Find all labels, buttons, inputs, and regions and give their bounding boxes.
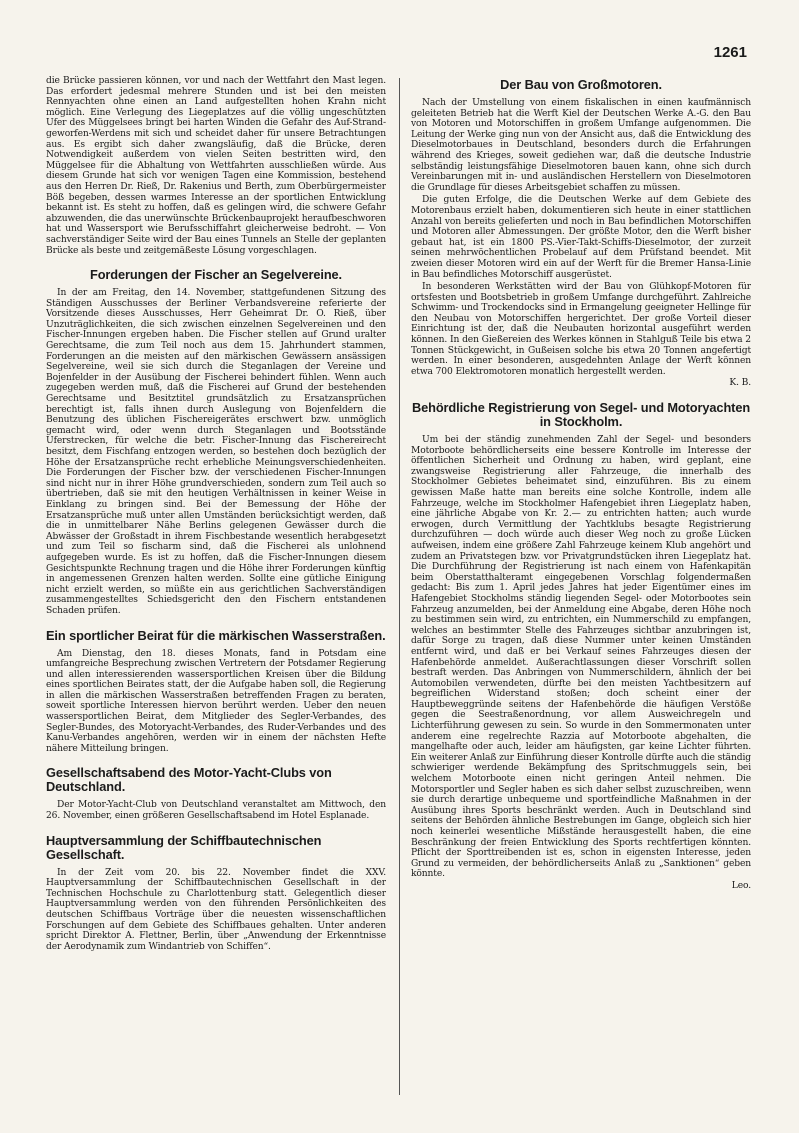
article-stockholm [411, 401, 751, 892]
article-heading: Ein sportlicher Beirat für die märkischen Wasserstraßen. [46, 627, 386, 643]
article-heading: Forderungen der Fischer an Segelvereine. [89, 267, 343, 283]
article-bridge-continuation [46, 76, 386, 256]
article-paragraph: die Brücke passieren können, vor und nach der Wettfahrt den Mast legen. Das erfordert jedesmal mehrere Stunden und ist bei den meisten Rennyachten ohne einen an Land aufgestellten hohen Krahn nicht möglich. Eine Verlegung des Liegeplatzes auf die völlig ungeschützten Ufer des Müggelsees bringt bei harten Winden die Gefahr des Auf-Strand-geworfen-Werdens mit sich und scheidet daher für unsere Betrachtungen aus. Es ergibt sich daher zwangsläufig, daß die Brücke, deren Notwendigkeit außerdem von vielen Seiten bestritten wird, den Müggelsee für die Abhaltung von Wettfahrten ausschließen würde. Aus diesem Grunde hat sich vor wenigen Tagen eine Kommission, bestehend aus den Herren Dr. Rieß, Dr. Rakenius und Berth, zum Oberbürgermeister Böß begeben, dessen warmes Interesse an der sportlichen Entwicklung bekannt ist. Es steht zu hoffen, daß es gelingen wird, die schwere Gefahr abzuwenden, die das unerwünschte Brückenbauprojekt heraufbeschworen hat und Wassersport wie Berufsschiffahrt gleicherweise bedroht. — Von sachverständiger Seite wird der Bau eines Tunnels an Stelle der geplanten Brücke als beste und zeitgemäßeste Lösung vorgeschlagen. [46, 76, 386, 256]
article-paragraph: Um bei der ständig zunehmenden Zahl der Segel- und besonders Motorboote behördlicherseits eine bessere Kontrolle im Interesse der öffentlichen Sicherheit und Ordnung zu haben, wird geplant, eine zwangsweise Registrierung aller Fahrzeuge, die innerhalb des Stockholmer Gebietes beheimatet sind, einzuführen. Bis zu einem gewissen Maße hatte man bereits eine solche Kontrolle, indem alle Fahrzeuge, welche im Stockholmer Hafengebiet ihren Liegeplatz haben, eine jährliche Abgabe von Kr. 2.— zu entrichten hatten; auch wurde erwogen, durch Vermittlung der Yachtklubs besagte Registrierung durchzuführen — doch würde auch dieser Weg noch zu große Lücken aufweisen, indem eine größere Zahl Fahrzeuge keinem Klub angehört und zudem an Privatstegen bzw. vor Privatgrundstücken ihren Liegeplatz hat. Die Durchführung der Registrierung ist nach einem von Hafenkapitän beim Oberstatthalteramt eingegebenen Vorschlag folgendermaßen gedacht: Bis zum 1. April jedes Jahres hat jeder Eigentümer eines im Hafengebiet Stockholms ständig liegenden Segel- oder Motorbootes sein Fahrzeug anzumelden, bei der Anmeldung eine Abgabe, deren Höhe noch zu bestimmen sein wird, zu entrichten, ein Nummerschild zu empfangen, welches an bestimmter Stelle des Fahrzeuges sichtbar anzubringen ist, dafür Sorge zu tragen, daß diese Nummer unter keinen Umständen entfernt wird, und daß er bei Verkauf seines Fahrzeuges diesen der Hafenbehörde anmeldet. Außerachtlassungen dieser Vorschrift sollen bestraft werden. Das Anbringen von Nummerschildern, ähnlich der bei Automobilen verwendeten, dürfte bei den meisten Yachtbesitzern auf begreiflichen Widerstand stoßen; doch scheint einer der Hauptbeweggründe seitens der Hafenbehörde die häufigen Verstöße gegen die Seestraßenordnung, vor allem Ausweichregeln und Lichterführung gewesen zu sein. So wurde in den Sommermonaten unter anderem eine regelrechte Razzia auf Motorboote abgehalten, die mangelhafte oder auch, leider am häufigsten, gar keine Lichter führten. Ein weiterer Anlaß zur Einführung dieser Kontrolle dürfte auch die ständig schwieriger werdende Bekämpfung des Spritschmuggels sein, bei welchem Motorboote einen nicht geringen Anteil nehmen. Die Motorsportler und Segler haben es sich daher selbst zuzuschreiben, wenn sie durch derartige unbequeme und sportfeindliche Maßnahmen in der Ausübung ihres Sports beschränkt werden. Auch in Deutschland sind seitens der Behörden ähnliche Bestrebungen im Gange, obgleich sich hier noch keinerlei wesentliche Mißstände herausgestellt haben, die eine Beschränkung der freien Entwicklung des Sports rechtfertigen könnten. Pflicht der Sporttreibenden ist es, schon in eigensten Interesse, jeden Grund zu vermeiden, der behördlicherseits Anlaß zu „Sanktionen“ geben könnte. [411, 435, 751, 880]
page-number: 1261 [713, 44, 747, 61]
article-paragraph: Am Dienstag, den 18. dieses Monats, fand in Potsdam eine umfangreiche Besprechung zwischen Vertretern der Potsdamer Regierung und allen interessierenden wassersportlichen Kreisen über die Bildung eines sportlichen Beirates statt, der die Aufgabe haben soll, die Regierung in allen die märkischen Wasserstraßen betreffenden Fragen zu beraten, soweit sportliche Interessen hiervon berührt werden. Ueber den neuen wassersportlichen Beirat, dem Mitglieder des Segler-Verbandes, des Segler-Bundes, des Motoryacht-Verbandes, des Ruder-Verbandes und des Kanu-Verbandes angehören, werden wir in einem der nächsten Hefte nähere Mitteilung bringen. [46, 648, 386, 754]
article-paragraph: Der Motor-Yacht-Club von Deutschland veranstaltet am Mittwoch, den 26. November, einen größeren Gesellschaftsabend im Hotel Esplanade. [46, 800, 386, 822]
article-paragraph: Die guten Erfolge, die die Deutschen Werke auf dem Gebiete des Motorenbaus erzielt haben, dokumentieren sich heute in einer stattlichen Anzahl von bereits gelieferten und noch in Bau befindlichen Motorschiffen und Motoren aller Abmessungen. Der größte Motor, den die Werft bisher gebaut hat, ist ein 1800 PS.-Vier-Takt-Schiffs-Dieselmotor, der zurzeit seinen mehrwöchentlichen Probelauf auf dem Prüfstand beendet. Mit zweien dieser Motoren wird ein auf der Werft für die Bremer Hansa-Linie in Bau befindliches Motorschiff ausgerüstet. [411, 195, 751, 280]
left-column [46, 76, 386, 1103]
article-fischer [46, 268, 386, 616]
article-paragraph: In besonderen Werkstätten wird der Bau von Glühkopf-Motoren für ortsfesten und Bootsbetrieb in großem Umfange durchgeführt. Zahlreiche Schwimm- und Trockendocks sind in Ermangelung geeigneter Hellinge für den Neubau von Motorschiffen hergerichtet. Der große Vorteil dieser Einrichtung ist der, daß die Neubauten horizontal ausgeführt werden können. In den Gießereien des Werkes können in Stahlguß Teile bis etwa 2 Tonnen Stückgewicht, in Gußeisen solche bis etwa 20 Tonnen angefertigt werden. In einer besonderen, ausgedehnten Anlage der Werft können etwa 700 Elektromotoren monatlich hergestellt werden. [411, 282, 751, 377]
article-heading: Der Bau von Großmotoren. [500, 77, 662, 92]
author-signature: Leo. [731, 880, 751, 891]
article-paragraph: In der am Freitag, den 14. November, stattgefundenen Sitzung des Ständigen Ausschusses der Berliner Verbandsvereine referierte der Vorsitzende dieses Ausschusses, Herr Geheimrat Dr. O. Rieß, über Unzuträglichkeiten, die sich zwischen einzelnen Segelvereinen und den Fischer-Innungen ergeben haben. Die Fischer stellen auf Grund uralter Gerechtsame, die zum Teil noch aus dem 15. Jahrhundert stammen, Forderungen an die meisten auf den märkischen Gewässern ansässigen Segelvereine, weil sie sich durch die Steganlagen der Vereine und Bojenfelder in der Ausübung der Fischerei behindert fühlen. Wenn auch zugegeben werden muß, daß die Fischerei auf Grund der bestehenden Gerechtsame und Besitztitel grundsätzlich zu Ersatzansprüchen berechtigt ist, falls ihnen durch Auslegung von Bojenfeldern die Benutzung des üblichen Fischereigerätes erschwert bzw. unmöglich gemacht wird, oder wenn durch Steganlagen und Bootsstände Uferstrecken, für welche die betr. Fischer-Innung das Fischereirecht besitzt, dem Fischfang entzogen werden, so bestehen doch bezüglich der Höhe der Ersatzansprüche recht erhebliche Meinungsverschiedenheiten. Die Forderungen der Fischer bzw. der verschiedenen Fischer-Innungen sind nicht nur in ihrer Höhe grundverschieden, sondern zum Teil auch so übertrieben, daß sie mit den heutigen Verhältnissen in keiner Weise in Einklang zu bringen sind. Bei der Bemessung der Höhe der Ersatzansprüche muß unter allen Umständen berücksichtigt werden, daß die in unmittelbarer Nähe Berlins gelegenen Gewässer durch die Abwässer der Großstadt in ihrem Fischbestande wesentlich herabgesetzt und zum Teil so fischarm sind, daß die Fischerei als unlohnend aufgegeben wurde. Es ist zu hoffen, daß die Fischer-Innungen diesem Gesichtspunkte Rechnung tragen und die Höhe ihrer Forderungen künftig in angemessenen Grenzen halten werden. Sollte eine gütliche Einigung nicht erzielt werden, so müßte ein aus gerichtlichen Sachverständigen zusammengestelltes Schiedsgericht den den Fischern entstandenen Schaden prüfen. [46, 288, 386, 616]
article-gesellschaftsabend [46, 766, 386, 821]
article-beirat [46, 629, 386, 755]
article-hauptversammlung [46, 834, 386, 953]
right-column [411, 76, 751, 1103]
article-heading: Gesellschaftsabend des Motor-Yacht-Clubs von Deutschland. [46, 765, 332, 795]
column-divider [399, 78, 400, 1095]
article-paragraph: In der Zeit vom 20. bis 22. November findet die XXV. Hauptversammlung der Schiffbautechnischen Gesellschaft in der Technischen Hochschule zu Charlottenburg statt. Gelegentlich dieser Hauptversammlung werden von den führenden Persönlichkeiten des deutschen Schiffbaus Vorträge über die neuesten wissenschaftlichen Forschungen auf dem Gebiete des Schiffbaues gehalten. Unter anderen spricht Direktor A. Flettner, Berlin, über „Anwendung der Erkenntnisse der Aerodynamik zum Windantrieb von Schiffen“. [46, 867, 386, 952]
article-paragraph: Nach der Umstellung von einem fiskalischen in einen kaufmännisch geleiteten Betrieb hat die Werft Kiel der Deutschen Werke A.-G. den Bau von Motoren und Motorschiffen in großem Umfange aufgenommen. Die Leitung der Werke ging nun von der Ansicht aus, daß die Entwicklung des Dieselmotorbaues in Deutschland, besonders durch die Erfahrungen während des Krieges, soweit gediehen war, daß die deutsche Industrie selbständig leistungsfähige Dieselmotoren bauen kann, ohne sich durch Vereinbarungen mit in- und ausländischen Herstellern von Dieselmotoren die Grundlage für dieses Arbeitsgebiet schaffen zu müssen. [411, 98, 751, 193]
article-heading: Hauptversammlung der Schiffbautechnischen Gesellschaft. [46, 832, 322, 862]
article-heading: Behördliche Registrierung von Segel- und Motoryachten in Stockholm. [411, 400, 751, 430]
article-grossmotoren [411, 78, 751, 389]
author-signature: K. B. [729, 378, 751, 389]
